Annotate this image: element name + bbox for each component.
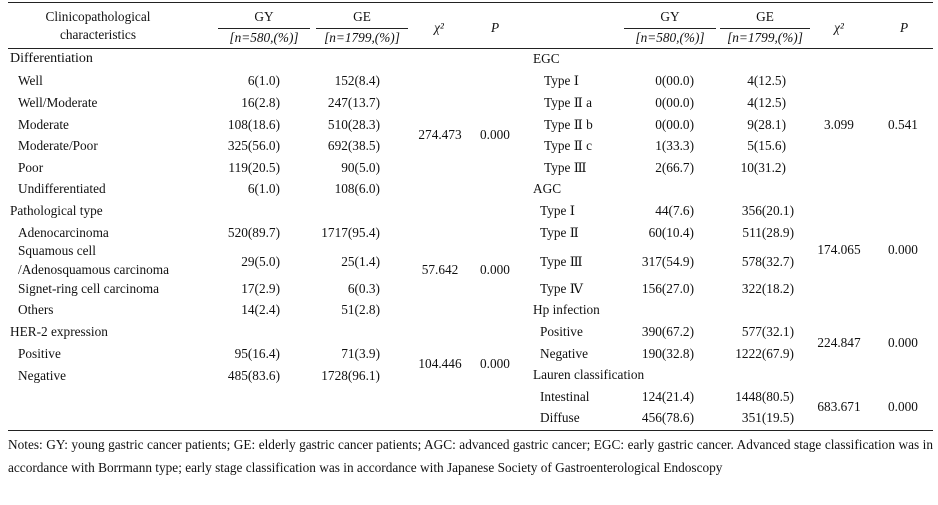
row-label: Type Ⅱ bbox=[540, 225, 579, 240]
gy-subrule-right bbox=[624, 28, 716, 29]
row-label: Negative bbox=[540, 346, 588, 361]
row-label: Negative bbox=[18, 368, 66, 383]
row-label: Intestinal bbox=[540, 389, 590, 404]
row-label: Squamous cell bbox=[18, 243, 96, 258]
header-ge-right: GE bbox=[756, 9, 774, 24]
row-label: Moderate/Poor bbox=[18, 138, 98, 153]
section-title-egc: EGC bbox=[533, 51, 560, 66]
row-ge: 1717(95.4) bbox=[321, 225, 380, 240]
row-gy: 108(18.6) bbox=[227, 117, 280, 132]
p-value: 0.000 bbox=[888, 242, 918, 257]
row-label: Signet-ring cell carcinoma bbox=[18, 281, 160, 296]
row-gy: 190(32.8) bbox=[641, 346, 694, 361]
chi-value: 3.099 bbox=[824, 117, 854, 132]
row-label: Type Ⅱ b bbox=[544, 117, 593, 132]
row-gy: 16(2.8) bbox=[241, 95, 280, 110]
row-label: Type Ⅱ c bbox=[544, 138, 592, 153]
row-label: Diffuse bbox=[540, 410, 580, 425]
ge-subrule-right bbox=[720, 28, 810, 29]
row-ge: 1448(80.5) bbox=[735, 389, 794, 404]
row-ge: 51(2.8) bbox=[341, 302, 380, 317]
row-label: Undifferentiated bbox=[18, 181, 106, 196]
p-value: 0.000 bbox=[888, 335, 918, 350]
row-ge: 71(3.9) bbox=[341, 346, 380, 361]
row-ge: 351(19.5) bbox=[741, 410, 794, 425]
p-value: 0.000 bbox=[480, 356, 510, 371]
row-ge: 1222(67.9) bbox=[735, 346, 794, 361]
chi-value: 174.065 bbox=[817, 242, 861, 257]
row-gy: 0(00.0) bbox=[655, 95, 694, 110]
row-ge: 510(28.3) bbox=[327, 117, 380, 132]
row-gy: 6(1.0) bbox=[247, 181, 280, 196]
header-gy-n-right: [n=580,(%)] bbox=[635, 30, 705, 45]
row-ge: 692(38.5) bbox=[327, 138, 380, 153]
header-characteristics-line1: Clinicopathological bbox=[45, 9, 151, 24]
p-value: 0.000 bbox=[480, 262, 510, 277]
header-p-right: P bbox=[899, 20, 909, 35]
row-label: Type Ⅳ bbox=[540, 281, 584, 296]
header-gy-right: GY bbox=[660, 9, 680, 24]
row-label: Well/Moderate bbox=[18, 95, 98, 110]
row-ge: 108(6.0) bbox=[334, 181, 380, 196]
row-ge: 5(15.6) bbox=[747, 138, 786, 153]
row-gy: 124(21.4) bbox=[641, 389, 694, 404]
row-label: Positive bbox=[540, 324, 583, 339]
row-gy: 456(78.6) bbox=[641, 410, 694, 425]
row-gy: 317(54.9) bbox=[641, 254, 694, 269]
section-title-differentiation: Differentiation bbox=[10, 51, 93, 66]
row-ge: 10(31.2) bbox=[740, 160, 786, 175]
row-ge: 322(18.2) bbox=[741, 281, 794, 296]
header-characteristics-line2: characteristics bbox=[59, 27, 137, 42]
header-ge-left: GE bbox=[353, 9, 371, 24]
section-title-her2: HER-2 expression bbox=[10, 324, 108, 339]
row-ge: 9(28.1) bbox=[747, 117, 786, 132]
row-gy: 17(2.9) bbox=[241, 281, 280, 296]
row-ge: 6(0.3) bbox=[347, 281, 380, 296]
table-notes: Notes: GY: young gastric cancer patients; GE: elderly gastric cancer patients; AGC: advanced gastric cancer; EGC: early gastric cancer. Advanced stage classification was in accordance with Borrmann type; early stage classification was in accordance with Japanese Society of Gastroenterological Endoscopy bbox=[8, 437, 933, 475]
row-ge: 247(13.7) bbox=[327, 95, 380, 110]
row-gy: 44(7.6) bbox=[655, 203, 694, 218]
chi-value: 274.473 bbox=[418, 127, 462, 142]
row-label: Moderate bbox=[18, 117, 69, 132]
row-ge: 90(5.0) bbox=[341, 160, 380, 175]
gy-subrule-left bbox=[218, 28, 310, 29]
row-gy: 6(1.0) bbox=[247, 73, 280, 88]
row-ge: 25(1.4) bbox=[341, 254, 380, 269]
row-gy: 0(00.0) bbox=[655, 117, 694, 132]
chi-value: 57.642 bbox=[421, 262, 459, 277]
ge-subrule-left bbox=[316, 28, 408, 29]
row-gy: 156(27.0) bbox=[641, 281, 694, 296]
row-gy: 0(00.0) bbox=[655, 73, 694, 88]
header-ge-n-right: [n=1799,(%)] bbox=[727, 30, 803, 45]
header-bottom-rule bbox=[8, 48, 933, 49]
row-label: Adenocarcinoma bbox=[18, 225, 109, 240]
row-label: Type Ⅲ bbox=[540, 254, 583, 269]
header-ge-n-left: [n=1799,(%)] bbox=[324, 30, 400, 45]
row-gy: 520(89.7) bbox=[227, 225, 280, 240]
header-gy-n-left: [n=580,(%)] bbox=[229, 30, 299, 45]
p-value: 0.000 bbox=[888, 399, 918, 414]
row-gy: 29(5.0) bbox=[241, 254, 280, 269]
section-title-hp-infection: Hp infection bbox=[533, 302, 600, 317]
row-gy: 60(10.4) bbox=[648, 225, 694, 240]
row-label: Type Ⅱ a bbox=[544, 95, 592, 110]
row-ge: 152(8.4) bbox=[334, 73, 380, 88]
section-title-agc: AGC bbox=[533, 181, 562, 196]
table-bottom-rule bbox=[8, 430, 933, 431]
row-ge: 511(28.9) bbox=[742, 225, 794, 240]
header-gy-left: GY bbox=[254, 9, 274, 24]
row-gy: 1(33.3) bbox=[655, 138, 694, 153]
row-label: Type Ⅲ bbox=[544, 160, 587, 175]
chi-value: 104.446 bbox=[418, 356, 462, 371]
row-label: Poor bbox=[18, 160, 44, 175]
row-gy: 95(16.4) bbox=[234, 346, 280, 361]
row-label: Type Ⅰ bbox=[544, 73, 579, 88]
section-title-pathological-type: Pathological type bbox=[10, 203, 103, 218]
row-gy: 119(20.5) bbox=[228, 160, 280, 175]
row-gy: 390(67.2) bbox=[641, 324, 694, 339]
row-gy: 14(2.4) bbox=[241, 302, 280, 317]
p-value: 0.000 bbox=[480, 127, 510, 142]
row-label: Others bbox=[18, 302, 54, 317]
row-ge: 4(12.5) bbox=[747, 95, 786, 110]
row-gy: 325(56.0) bbox=[227, 138, 280, 153]
row-label-continued: /Adenosquamous carcinoma bbox=[18, 262, 170, 277]
chi-value: 683.671 bbox=[817, 399, 861, 414]
row-ge: 577(32.1) bbox=[741, 324, 794, 339]
row-ge: 1728(96.1) bbox=[321, 368, 380, 383]
p-value: 0.541 bbox=[888, 117, 918, 132]
row-gy: 485(83.6) bbox=[227, 368, 280, 383]
header-chi-left: χ² bbox=[434, 20, 444, 35]
top-rule bbox=[8, 2, 933, 3]
row-ge: 356(20.1) bbox=[741, 203, 794, 218]
row-ge: 4(12.5) bbox=[747, 73, 786, 88]
row-label: Well bbox=[18, 73, 43, 88]
row-label: Positive bbox=[18, 346, 61, 361]
chi-value: 224.847 bbox=[817, 335, 861, 350]
header-chi-right: χ² bbox=[834, 20, 844, 35]
section-title-lauren: Lauren classification bbox=[533, 367, 645, 382]
row-ge: 578(32.7) bbox=[741, 254, 794, 269]
header-p-left: P bbox=[490, 20, 500, 35]
row-gy: 2(66.7) bbox=[655, 160, 694, 175]
row-label: Type Ⅰ bbox=[540, 203, 575, 218]
